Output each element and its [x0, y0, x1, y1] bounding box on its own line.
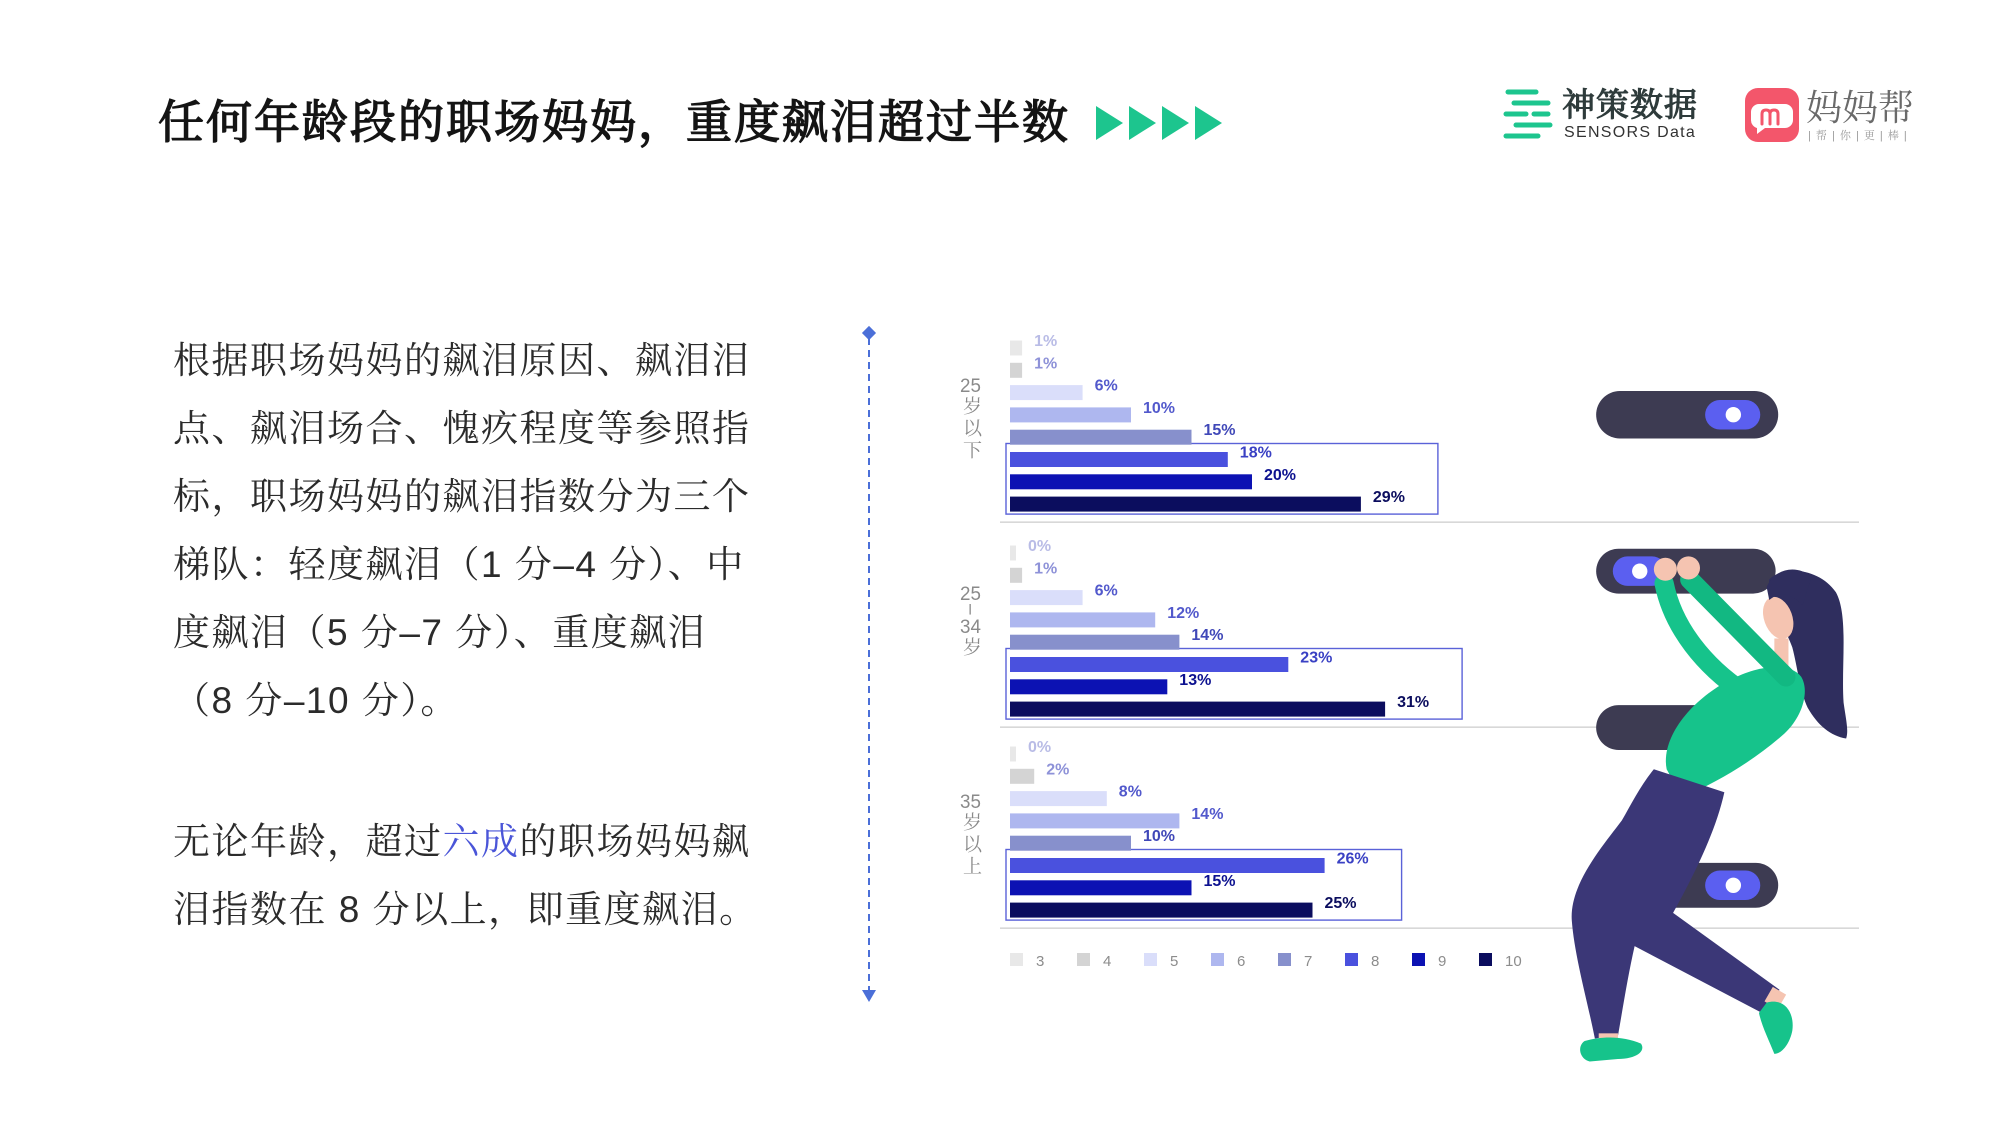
legend-label: 8	[1371, 953, 1380, 970]
hand	[1677, 556, 1700, 579]
highlight-text: 六成	[442, 821, 520, 862]
legend-label: 5	[1170, 953, 1179, 970]
bar-value-label: 29%	[1372, 489, 1405, 507]
timeline-divider	[860, 325, 880, 1005]
mamabang-logo-tagline: | 帮 | 你 | 更 | 棒 |	[1808, 130, 1908, 142]
play-arrow-icon	[1096, 106, 1123, 140]
hand	[1654, 558, 1677, 581]
bar-value-label: 12%	[1167, 604, 1200, 622]
bar	[1010, 474, 1252, 489]
bar	[1010, 679, 1167, 694]
woman-illustration	[1550, 380, 1900, 1080]
conclusion-paragraph	[173, 808, 758, 944]
bar-value-label: 15%	[1203, 422, 1236, 440]
bar-value-label: 1%	[1034, 560, 1058, 578]
bar	[1010, 702, 1385, 717]
bar-value-label: 23%	[1300, 649, 1333, 667]
paragraph-line: 标，职场妈妈的飙泪指数分为三个	[173, 476, 751, 517]
play-arrow-icon	[1195, 106, 1222, 140]
bar	[1010, 497, 1361, 512]
group-label: 35岁以上	[960, 793, 981, 878]
legend-label: 3	[1036, 953, 1045, 970]
bar-value-label: 13%	[1179, 671, 1212, 689]
legend-label: 10	[1505, 953, 1522, 970]
paragraph-line: 泪指数在 8 分以上，即重度飙泪。	[173, 889, 758, 930]
sensors-data-logo-subtitle: SENSORS Data	[1564, 124, 1697, 141]
legend-swatch	[1278, 953, 1291, 966]
bar-value-label: 20%	[1264, 466, 1297, 484]
bar	[1010, 568, 1022, 583]
legend-label: 7	[1304, 953, 1313, 970]
legend-swatch	[1211, 953, 1224, 966]
legend-label: 4	[1103, 953, 1112, 970]
legend-swatch	[1144, 953, 1157, 966]
bar-value-label: 25%	[1324, 895, 1357, 913]
bar	[1010, 430, 1192, 445]
bar	[1010, 452, 1228, 467]
paragraph-line: 点、飙泪场合、愧疚程度等参照指	[173, 408, 751, 449]
group-label: 25–34岁	[960, 585, 981, 659]
bar	[1010, 590, 1083, 605]
mamabang-logo-name: 妈妈帮	[1806, 87, 1915, 128]
paragraph-line	[173, 808, 758, 876]
legend-swatch	[1479, 953, 1492, 966]
legend-swatch	[1077, 953, 1090, 966]
bar	[1010, 546, 1016, 561]
diamond-icon	[862, 326, 876, 340]
bar	[1010, 657, 1288, 672]
paragraph-line: 度飙泪（5 分–7 分）、重度飙泪	[173, 612, 707, 653]
bar-value-label: 26%	[1336, 850, 1369, 868]
bar-value-label: 1%	[1034, 355, 1058, 373]
legend-swatch	[1345, 953, 1358, 966]
bar	[1010, 836, 1131, 851]
shoe	[1580, 1037, 1642, 1061]
bar-value-label: 14%	[1191, 627, 1224, 645]
bar	[1010, 903, 1313, 918]
paragraph-line: 梯队：轻度飙泪（1 分–4 分）、中	[173, 544, 745, 585]
text-segment: 的职场妈妈飙	[519, 821, 751, 862]
bar-value-label: 10%	[1143, 399, 1176, 417]
title-arrows	[1096, 105, 1226, 141]
bar	[1010, 791, 1107, 806]
play-arrow-icon	[1162, 106, 1189, 140]
group-label: 25岁以下	[960, 377, 981, 462]
bar-value-label: 2%	[1046, 761, 1070, 779]
bar-value-label: 10%	[1143, 828, 1176, 846]
intro-paragraph	[173, 327, 751, 735]
bar	[1010, 635, 1179, 650]
legend-swatch	[1010, 953, 1023, 966]
play-arrow-icon	[1129, 106, 1156, 140]
bar	[1010, 769, 1034, 784]
paragraph-line: （8 分–10 分）。	[173, 680, 459, 721]
bar-value-label: 14%	[1191, 805, 1224, 823]
bar	[1010, 747, 1016, 762]
bar	[1010, 813, 1179, 828]
text-segment: 无论年龄，超过	[173, 821, 443, 862]
bar-value-label: 18%	[1239, 444, 1272, 462]
bar	[1010, 385, 1083, 400]
bar-value-label: 6%	[1094, 377, 1118, 395]
page-title: 任何年龄段的职场妈妈，重度飙泪超过半数	[158, 96, 1070, 148]
sensors-data-logo-icon	[1502, 86, 1554, 146]
bar	[1010, 880, 1192, 895]
bar-value-label: 31%	[1397, 694, 1430, 712]
bar-value-label: 8%	[1118, 783, 1142, 801]
legend-swatch	[1412, 953, 1425, 966]
bar	[1010, 612, 1155, 627]
shoe	[1759, 1002, 1793, 1054]
bar	[1010, 407, 1131, 422]
bar-value-label: 15%	[1203, 872, 1236, 890]
bar	[1010, 858, 1325, 873]
legend-label: 6	[1237, 953, 1246, 970]
bar-value-label: 6%	[1094, 582, 1118, 600]
bar-value-label: 0%	[1028, 538, 1052, 555]
paragraph-line: 根据职场妈妈的飙泪原因、飙泪泪	[173, 340, 751, 381]
mamabang-logo-icon	[1745, 87, 1799, 143]
bar	[1010, 341, 1022, 356]
sensors-data-logo-name: 神策数据	[1562, 86, 1698, 123]
legend	[1010, 953, 1522, 970]
bar-value-label: 1%	[1034, 333, 1058, 350]
bar	[1010, 363, 1022, 378]
arrow-down-icon	[862, 990, 876, 1002]
bar-value-label: 0%	[1028, 739, 1052, 756]
toggle-switch-icon	[1596, 391, 1778, 438]
legend-label: 9	[1438, 953, 1447, 970]
